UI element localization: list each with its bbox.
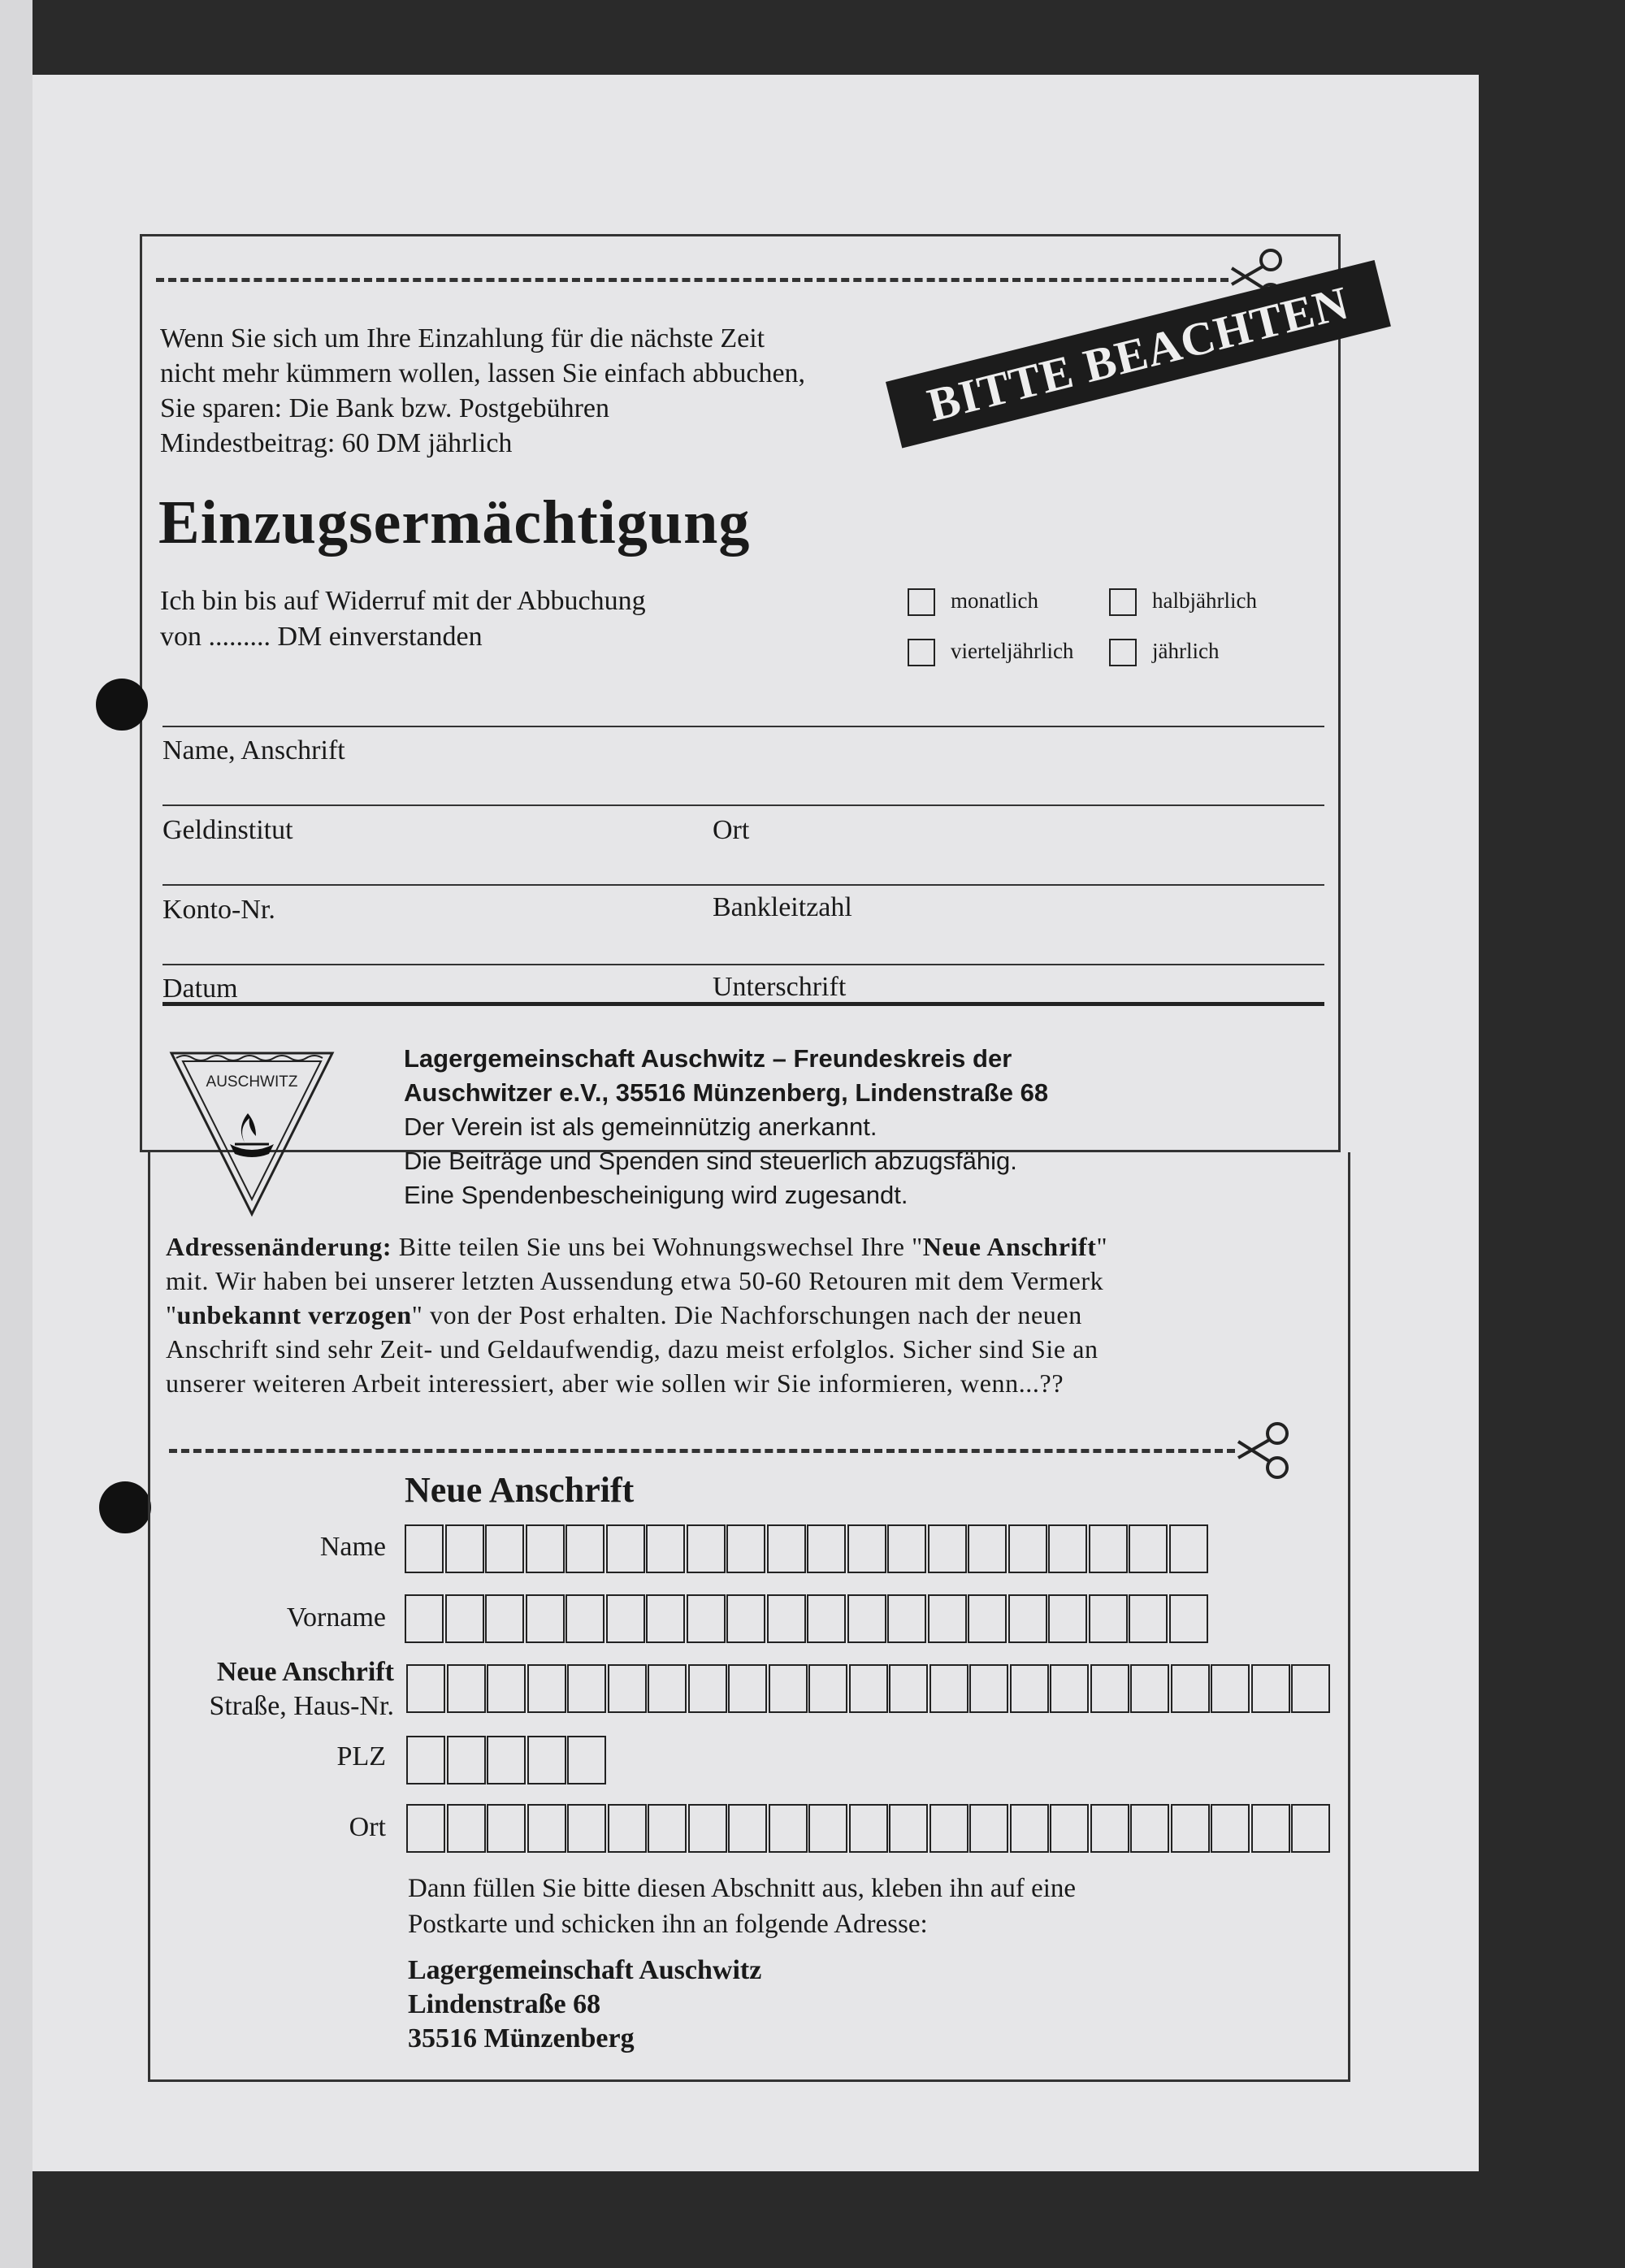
char-cell[interactable]	[1211, 1664, 1250, 1713]
char-cell[interactable]	[1171, 1804, 1210, 1853]
char-cell[interactable]	[728, 1664, 767, 1713]
field-line	[162, 804, 1324, 806]
char-cell[interactable]	[968, 1524, 1007, 1573]
char-cell[interactable]	[527, 1804, 566, 1853]
char-cell[interactable]	[1090, 1664, 1129, 1713]
char-cell[interactable]	[445, 1594, 484, 1643]
instruction-line: Dann füllen Sie bitte diesen Abschnitt aus, kleben ihn auf eine	[408, 1874, 1077, 1903]
notice-text: "	[166, 1300, 177, 1329]
notice-text: mit. Wir haben bei unserer letzten Aussendung etwa 50-60 Retouren mit dem Vermerk	[166, 1266, 1104, 1295]
char-cell[interactable]	[485, 1524, 524, 1573]
form-title: Einzugsermächtigung	[158, 488, 751, 557]
consent-line: Ich bin bis auf Widerruf mit der Abbuchung	[160, 586, 646, 616]
char-cell[interactable]	[1050, 1804, 1089, 1853]
char-cell[interactable]	[606, 1594, 645, 1643]
char-cell[interactable]	[1251, 1664, 1290, 1713]
intro-line: Sie sparen: Die Bank bzw. Postgebühren	[160, 393, 610, 423]
char-cell[interactable]	[405, 1594, 444, 1643]
intro-text	[160, 321, 805, 461]
char-cell[interactable]	[1050, 1664, 1089, 1713]
label-name: Name	[319, 1532, 386, 1562]
char-cell[interactable]	[847, 1524, 886, 1573]
char-cell[interactable]	[889, 1664, 928, 1713]
bitte-beachten-stamp: BITTE BEACHTEN	[886, 260, 1391, 448]
adjacent-page-edge	[0, 0, 32, 2268]
char-cell[interactable]	[1291, 1664, 1330, 1713]
char-cell[interactable]	[405, 1524, 444, 1573]
return-address	[408, 1954, 761, 2056]
label-firstname: Vorname	[286, 1602, 386, 1633]
char-cell[interactable]	[1130, 1664, 1169, 1713]
notice-bold: Neue Anschrift	[922, 1232, 1097, 1261]
char-cell[interactable]	[887, 1594, 926, 1643]
punch-hole	[99, 1481, 151, 1533]
consent-text	[160, 583, 646, 655]
char-cell[interactable]	[726, 1524, 765, 1573]
instruction-line: Postkarte und schicken ihn an folgende Adresse:	[408, 1910, 928, 1939]
intro-line: nicht mehr kümmern wollen, lassen Sie einfach abbuchen,	[160, 358, 806, 388]
field-label-name-address: Name, Anschrift	[162, 735, 345, 765]
char-cell[interactable]	[1008, 1524, 1047, 1573]
notice-text: "	[1096, 1232, 1108, 1261]
char-cell[interactable]	[1251, 1804, 1290, 1853]
char-cell[interactable]	[406, 1664, 445, 1713]
zip-cells[interactable]	[406, 1736, 608, 1784]
char-cell[interactable]	[608, 1664, 647, 1713]
field-line	[162, 884, 1324, 886]
char-cell[interactable]	[849, 1664, 888, 1713]
field-label-bank-code: Bankleitzahl	[713, 892, 852, 922]
org-info	[404, 1042, 1048, 1212]
char-cell[interactable]	[1211, 1804, 1250, 1853]
char-cell[interactable]	[487, 1736, 526, 1784]
checkbox-label: halbjährlich	[1152, 588, 1257, 613]
char-cell[interactable]	[1129, 1594, 1168, 1643]
char-cell[interactable]	[648, 1804, 687, 1853]
char-cell[interactable]	[1169, 1594, 1208, 1643]
char-cell[interactable]	[726, 1594, 765, 1643]
auschwitz-logo	[167, 1048, 337, 1219]
char-cell[interactable]	[1048, 1524, 1087, 1573]
char-cell[interactable]	[767, 1524, 806, 1573]
char-cell[interactable]	[688, 1804, 727, 1853]
char-cell[interactable]	[849, 1804, 888, 1853]
char-cell[interactable]	[406, 1804, 445, 1853]
char-cell[interactable]	[527, 1664, 566, 1713]
char-cell[interactable]	[969, 1664, 1008, 1713]
char-cell[interactable]	[608, 1804, 647, 1853]
char-cell[interactable]	[567, 1736, 606, 1784]
name-cells[interactable]	[405, 1524, 1209, 1573]
char-cell[interactable]	[887, 1524, 926, 1573]
address-line: 35516 Münzenberg	[408, 2023, 635, 2053]
punch-hole	[96, 679, 148, 731]
label-street-line: Straße, Haus-Nr.	[209, 1691, 394, 1721]
char-cell[interactable]	[767, 1594, 806, 1643]
notice-text: Anschrift sind sehr Zeit- und Geldaufwendig, dazu meist erfolglos. Sicher sind Sie an	[166, 1334, 1098, 1364]
field-label-city: Ort	[713, 815, 750, 845]
char-cell[interactable]	[406, 1736, 445, 1784]
new-address-heading: Neue Anschrift	[405, 1470, 635, 1510]
char-cell[interactable]	[1169, 1524, 1208, 1573]
char-cell[interactable]	[526, 1594, 565, 1643]
char-cell[interactable]	[646, 1524, 685, 1573]
char-cell[interactable]	[1130, 1804, 1169, 1853]
char-cell[interactable]	[847, 1594, 886, 1643]
firstname-cells[interactable]	[405, 1594, 1209, 1643]
org-line: Der Verein ist als gemeinnützig anerkannt.	[404, 1112, 878, 1141]
field-label-bank: Geldinstitut	[162, 815, 293, 845]
label-city: Ort	[349, 1812, 386, 1842]
instructions	[408, 1871, 1076, 1942]
top-cut-line	[156, 278, 1228, 282]
logo-text: AUSCHWITZ	[206, 1073, 298, 1091]
char-cell[interactable]	[769, 1664, 808, 1713]
char-cell[interactable]	[688, 1664, 727, 1713]
intro-line: Wenn Sie sich um Ihre Einzahlung für die nächste Zeit	[160, 323, 765, 353]
street-cells[interactable]	[406, 1664, 1332, 1713]
char-cell[interactable]	[1010, 1664, 1049, 1713]
char-cell[interactable]	[1291, 1804, 1330, 1853]
field-line	[162, 726, 1324, 727]
char-cell[interactable]	[1129, 1524, 1168, 1573]
char-cell[interactable]	[447, 1664, 486, 1713]
char-cell[interactable]	[930, 1804, 968, 1853]
char-cell[interactable]	[930, 1664, 968, 1713]
char-cell[interactable]	[1010, 1804, 1049, 1853]
char-cell[interactable]	[527, 1736, 566, 1784]
char-cell[interactable]	[646, 1594, 685, 1643]
field-label-date: Datum	[162, 974, 238, 1004]
field-line	[162, 964, 1324, 965]
checkbox-label: monatlich	[951, 588, 1038, 613]
char-cell[interactable]	[566, 1594, 604, 1643]
address-line: Lagergemeinschaft Auschwitz	[408, 1955, 762, 1985]
char-cell[interactable]	[808, 1664, 847, 1713]
char-cell[interactable]	[928, 1524, 967, 1573]
char-cell[interactable]	[447, 1736, 486, 1784]
char-cell[interactable]	[1090, 1804, 1129, 1853]
char-cell[interactable]	[567, 1664, 606, 1713]
char-cell[interactable]	[445, 1524, 484, 1573]
char-cell[interactable]	[687, 1594, 726, 1643]
char-cell[interactable]	[687, 1524, 726, 1573]
char-cell[interactable]	[969, 1804, 1008, 1853]
char-cell[interactable]	[807, 1594, 846, 1643]
char-cell[interactable]	[526, 1524, 565, 1573]
label-street-line: Neue Anschrift	[216, 1657, 394, 1687]
address-line: Lindenstraße 68	[408, 1989, 601, 2019]
char-cell[interactable]	[1089, 1594, 1128, 1643]
second-cut-line	[169, 1449, 1235, 1453]
checkbox-vierteljaehrlich[interactable]	[908, 639, 935, 666]
char-cell[interactable]	[566, 1524, 604, 1573]
char-cell[interactable]	[928, 1594, 967, 1643]
org-line: Auschwitzer e.V., 35516 Münzenberg, Lindenstraße 68	[404, 1078, 1049, 1107]
char-cell[interactable]	[728, 1804, 767, 1853]
address-change-notice	[166, 1229, 1107, 1400]
char-cell[interactable]	[606, 1524, 645, 1573]
char-cell[interactable]	[485, 1594, 524, 1643]
label-street	[209, 1655, 394, 1724]
char-cell[interactable]	[968, 1594, 1007, 1643]
notice-text: " von der Post erhalten. Die Nachforschungen nach der neuen	[411, 1300, 1082, 1329]
char-cell[interactable]	[1089, 1524, 1128, 1573]
org-line: Die Beiträge und Spenden sind steuerlich abzugsfähig.	[404, 1147, 1017, 1175]
char-cell[interactable]	[487, 1664, 526, 1713]
consent-line: von ......... DM einverstanden	[160, 622, 483, 652]
char-cell[interactable]	[648, 1664, 687, 1713]
checkbox-jaehrlich[interactable]	[1109, 639, 1137, 666]
char-cell[interactable]	[447, 1804, 486, 1853]
char-cell[interactable]	[808, 1804, 847, 1853]
org-line: Lagergemeinschaft Auschwitz – Freundeskreis der	[404, 1044, 1012, 1073]
char-cell[interactable]	[1171, 1664, 1210, 1713]
char-cell[interactable]	[1048, 1594, 1087, 1643]
field-line-bottom	[162, 1002, 1324, 1006]
checkbox-monatlich[interactable]	[908, 588, 935, 616]
field-label-account: Konto-Nr.	[162, 895, 275, 925]
char-cell[interactable]	[567, 1804, 606, 1853]
intro-line: Mindestbeitrag: 60 DM jährlich	[160, 428, 513, 458]
checkbox-halbjaehrlich[interactable]	[1109, 588, 1137, 616]
org-line: Eine Spendenbescheinigung wird zugesandt.	[404, 1181, 908, 1209]
char-cell[interactable]	[889, 1804, 928, 1853]
notice-bold: unbekannt verzogen	[176, 1300, 412, 1329]
label-zip: PLZ	[336, 1741, 386, 1771]
notice-lead: Adressenänderung:	[166, 1232, 392, 1261]
notice-text: unserer weiteren Arbeit interessiert, aber wie sollen wir Sie informieren, wenn...??	[166, 1368, 1064, 1398]
char-cell[interactable]	[1008, 1594, 1047, 1643]
char-cell[interactable]	[807, 1524, 846, 1573]
char-cell[interactable]	[487, 1804, 526, 1853]
char-cell[interactable]	[769, 1804, 808, 1853]
checkbox-label: jährlich	[1152, 639, 1220, 663]
field-label-signature: Unterschrift	[713, 972, 847, 1002]
notice-text: Bitte teilen Sie uns bei Wohnungswechsel Ihre "	[392, 1232, 923, 1261]
checkbox-label: vierteljährlich	[951, 639, 1074, 663]
city-cells[interactable]	[406, 1804, 1332, 1853]
